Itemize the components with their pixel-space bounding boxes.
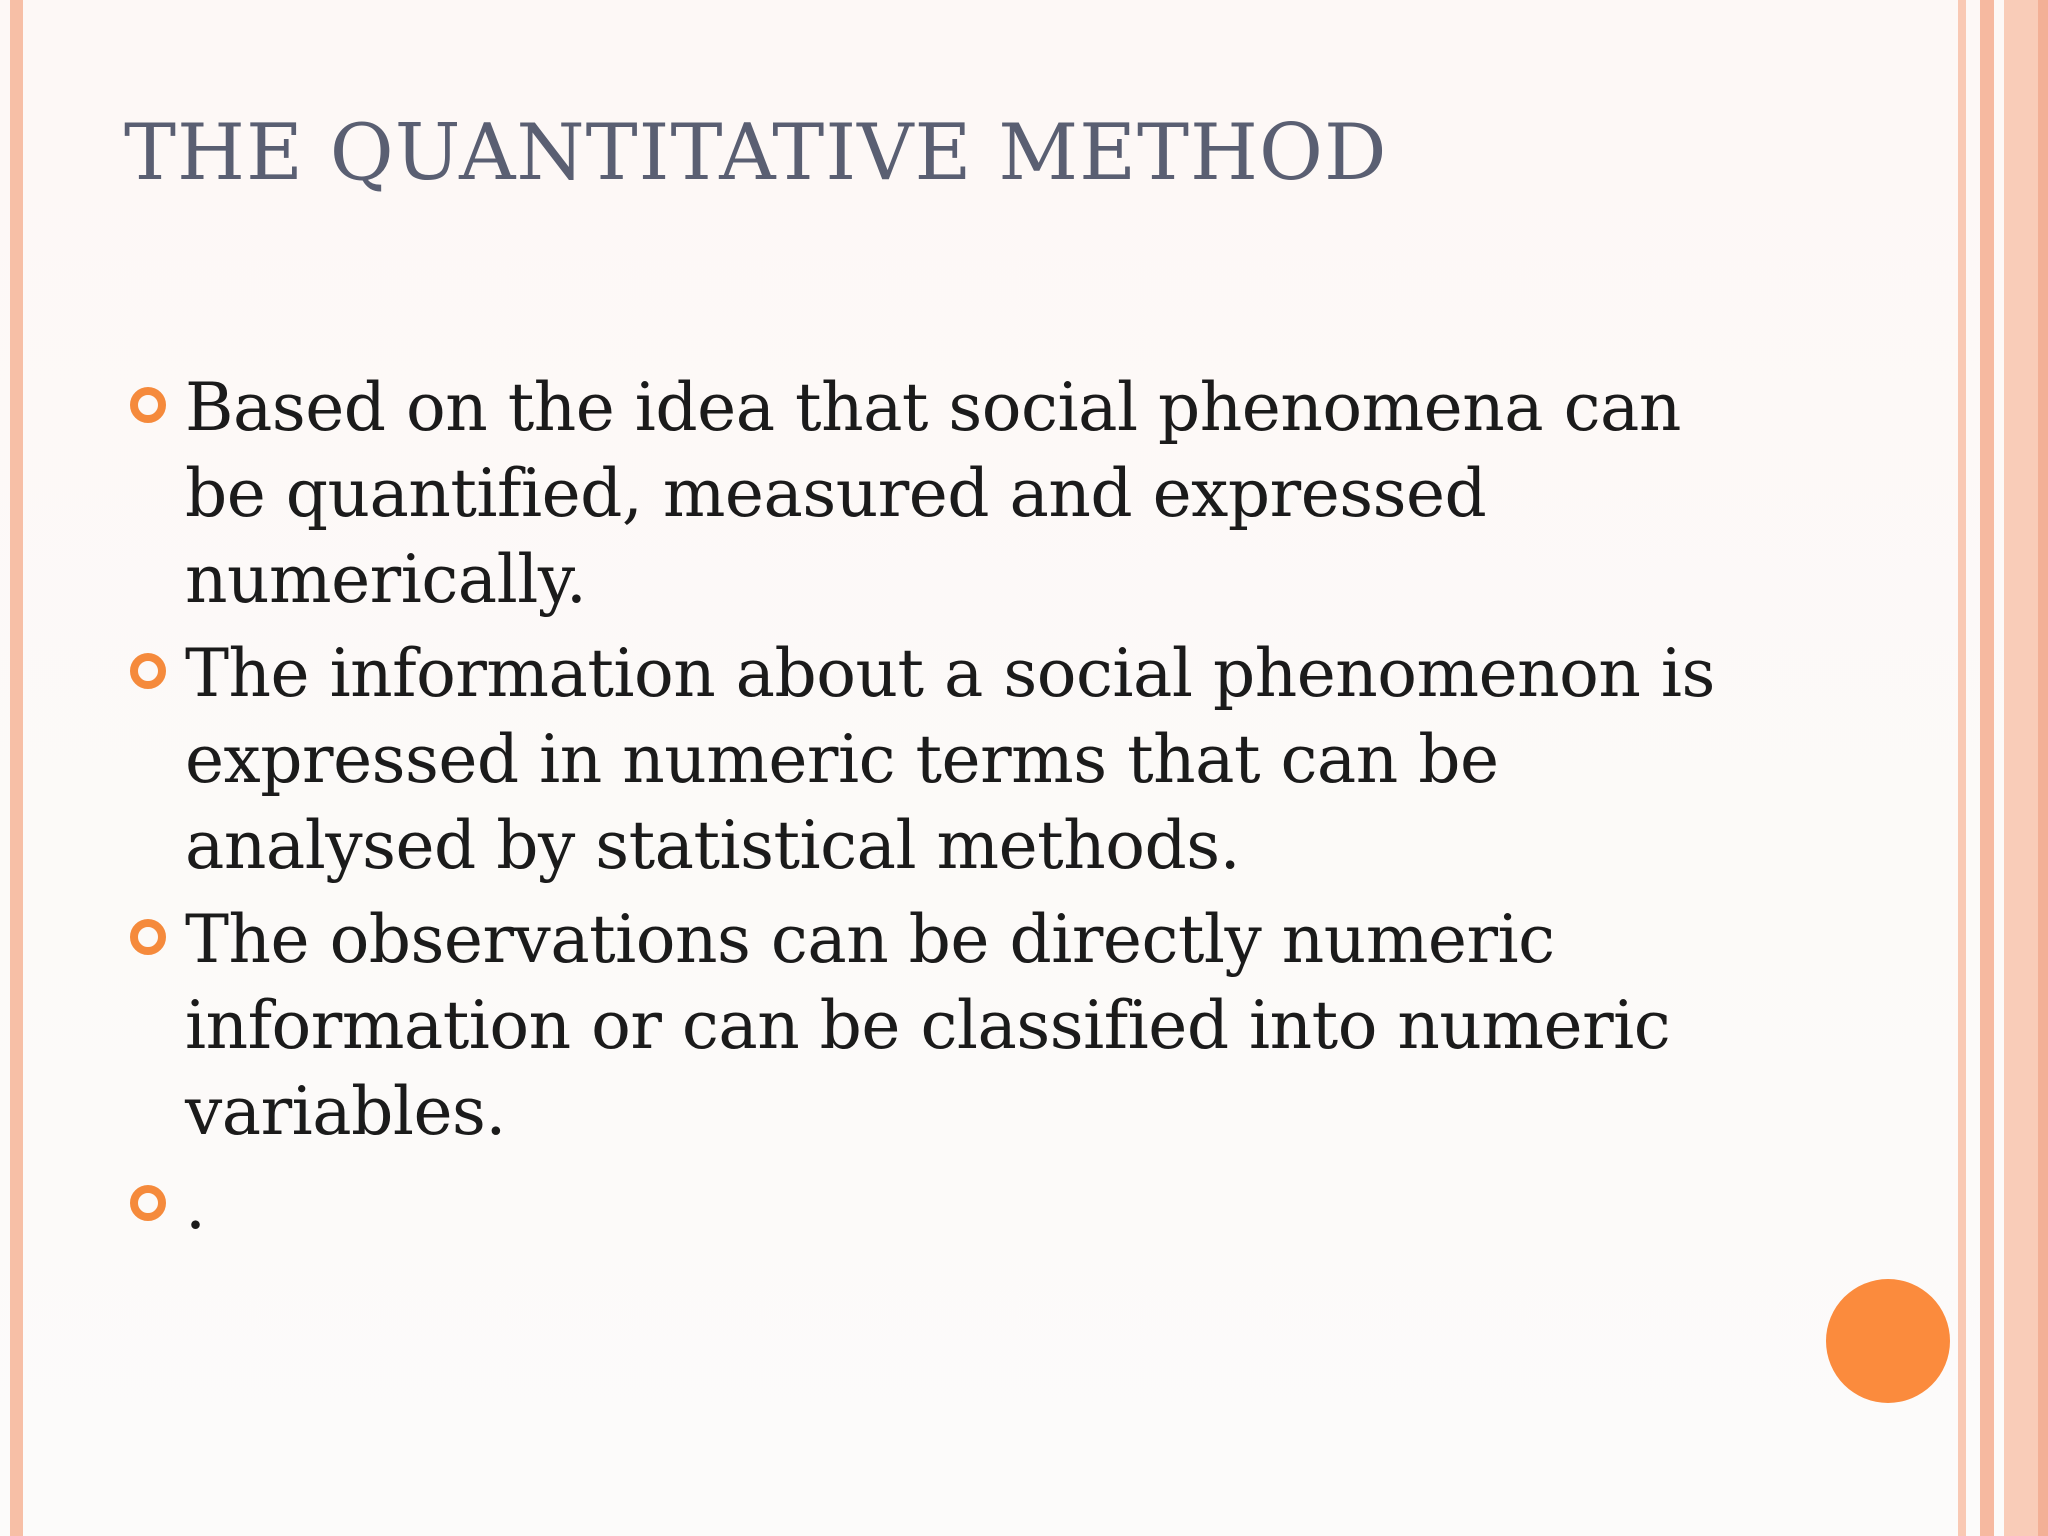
bullet-item [130,1163,1770,1249]
bullet-text: Based on the idea that social phenomena can be quantified, measured and expressed numerically. [185,369,1681,618]
bullet-text: The observations can be directly numeric information or can be classified into numeric variables. [185,901,1671,1150]
hollow-circle-bullet-icon [130,387,166,423]
slide-title: THE QUANTITATIVE METHOD [124,108,1388,198]
bullet-item [130,631,1770,889]
hollow-circle-bullet-icon [130,919,166,955]
bullet-item [130,897,1770,1155]
right-decorative-stripe [1958,0,1966,1536]
orange-circle-icon [1826,1279,1950,1403]
hollow-circle-bullet-icon [130,1185,166,1221]
right-decorative-stripe [1980,0,1994,1536]
right-decorative-stripe [2038,0,2048,1536]
bullet-text: . [185,1167,206,1244]
bullet-item [130,365,1770,623]
right-decorative-stripe [2004,0,2038,1536]
bullet-list [130,365,1770,1257]
left-decorative-stripe [10,0,23,1536]
hollow-circle-bullet-icon [130,653,166,689]
bullet-text: The information about a social phenomenon is expressed in numeric terms that can be analysed by statistical methods. [185,635,1715,884]
